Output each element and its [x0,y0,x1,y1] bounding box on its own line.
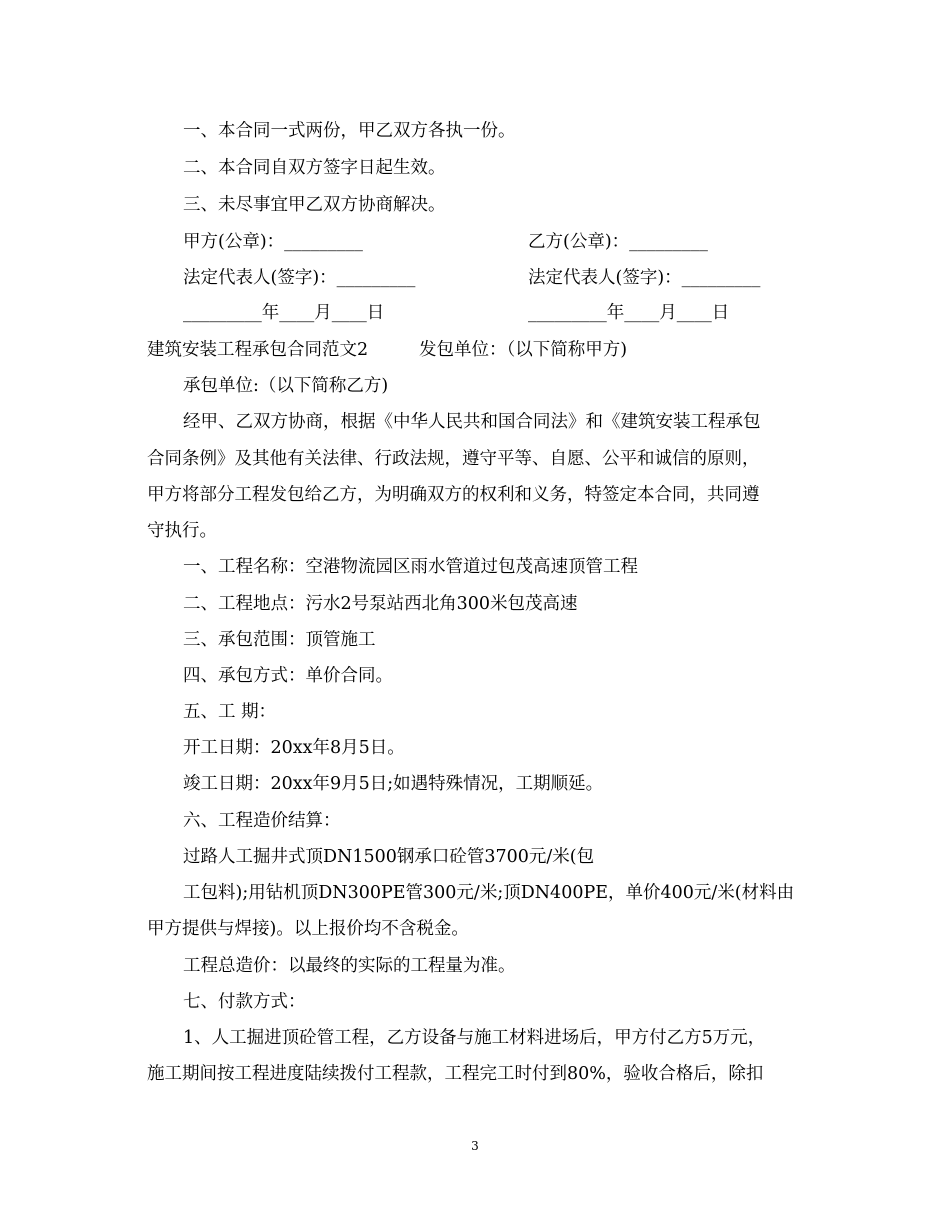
project-name-clause: 一、工程名称：空港物流园区雨水管道过包茂高速顶管工程 [183,557,638,577]
closing-clause-2: 二、本合同自双方签字日起生效。 [183,158,446,178]
preamble-line: 合同条例》及其他有关法律、行政法规，遵守平等、自愿、公平和诚信的原则， [147,449,760,469]
construction-period-clause: 五、工 期： [183,702,277,722]
contract-2-heading: 建筑安装工程承包合同范文2 [147,340,369,360]
preamble-line: 甲方将部分工程发包给乙方，为明确双方的权利和义务，特签定本合同，共同遵 [147,485,760,505]
total-cost-line: 工程总造价：以最终的实际的工程量为准。 [183,956,516,976]
price-settlement-clause: 六、工程造价结算： [183,811,341,831]
payment-method-clause: 七、付款方式： [183,992,306,1012]
price-detail-line: 过路人工掘井式顶DN1500钢承口砼管3700元/米(包 [183,847,595,867]
price-detail-line: 甲方提供与焊接)。以上报价均不含税金。 [147,919,469,939]
party-b-representative-line: 法定代表人(签字)：_________ [528,268,761,288]
party-a-representative-line: 法定代表人(签字)：_________ [183,268,416,288]
payment-detail-line: 1、人工掘进顶砼管工程，乙方设备与施工材料进场后，甲方付乙方5万元， [183,1028,766,1048]
page-number: 3 [471,1139,479,1153]
completion-date-line: 竣工日期：20xx年9月5日;如遇特殊情况，工期顺延。 [183,774,604,794]
party-a-seal-line: 甲方(公章)：_________ [183,232,363,252]
closing-clause-3: 三、未尽事宜甲乙双方协商解决。 [183,195,446,215]
employer-line: 发包单位：（以下简称甲方) [419,340,628,360]
party-b-date-line: _________年____月____日 [528,303,730,323]
contract-method-clause: 四、承包方式：单价合同。 [183,666,393,686]
closing-clause-1: 一、本合同一式两份，甲乙双方各执一份。 [183,121,516,141]
preamble-line: 经甲、乙双方协商，根据《中华人民共和国合同法》和《建筑安装工程承包 [183,412,761,432]
contractor-line: 承包单位:（以下简称乙方) [183,376,389,396]
party-a-date-line: _________年____月____日 [183,303,385,323]
project-location-clause: 二、工程地点：污水2号泵站西北角300米包茂高速 [183,594,578,614]
start-date-line: 开工日期：20xx年8月5日。 [183,738,405,758]
payment-detail-line: 施工期间按工程进度陆续拨付工程款，工程完工时付到80%，验收合格后，除扣 [147,1064,764,1084]
party-b-seal-line: 乙方(公章)：_________ [528,232,708,252]
price-detail-line: 工包料);用钻机顶DN300PE管300元/米;顶DN400PE，单价400元/米(材料由 [183,883,795,903]
contract-scope-clause: 三、承包范围：顶管施工 [183,630,376,650]
preamble-line: 守执行。 [147,521,217,541]
